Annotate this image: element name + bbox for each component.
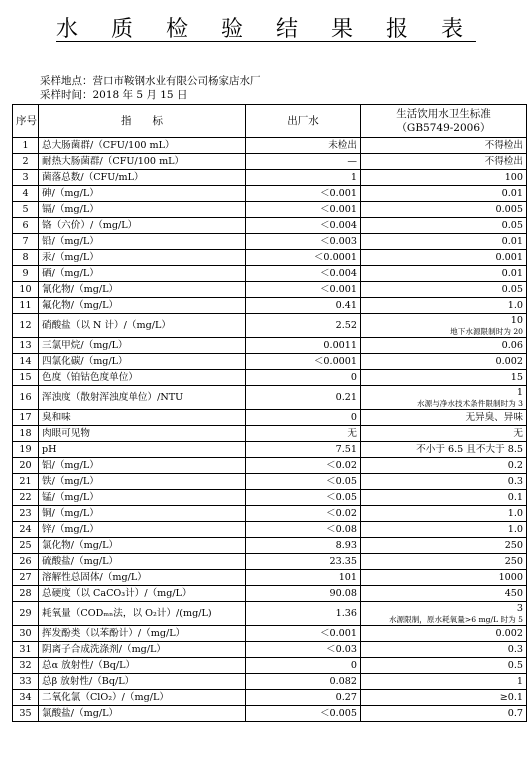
- row-indicator: 硫酸盐/（mg/L）: [39, 554, 246, 570]
- row-index: 20: [13, 458, 39, 474]
- row-standard-value: 0.01: [501, 187, 523, 199]
- table-row: [13, 218, 527, 234]
- row-standard: [361, 490, 527, 506]
- row-indicator: 色度（铂钴色度单位）: [39, 370, 246, 386]
- row-standard: [361, 266, 527, 282]
- row-indicator: 菌落总数/（CFU/mL）: [39, 170, 246, 186]
- header-standard-line1: 生活饮用水卫生标准: [396, 108, 491, 120]
- row-indicator: 铜/（mg/L）: [39, 506, 246, 522]
- row-index: 21: [13, 474, 39, 490]
- row-output-value: 0.0011: [246, 338, 361, 354]
- table-row: [13, 490, 527, 506]
- row-indicator: 挥发酚类（以苯酚计）/（mg/L）: [39, 626, 246, 642]
- row-indicator: 氰化物/（mg/L）: [39, 282, 246, 298]
- row-output-value: ＜0.001: [246, 626, 361, 642]
- row-standard: [361, 338, 527, 354]
- row-output-value: ＜0.05: [246, 490, 361, 506]
- row-standard: [361, 586, 527, 602]
- row-standard-value: 250: [504, 539, 523, 551]
- table-row: [13, 282, 527, 298]
- row-indicator: 总大肠菌群/（CFU/100 mL）: [39, 138, 246, 154]
- table-row: [13, 138, 527, 154]
- row-index: 1: [13, 138, 39, 154]
- table-row: [13, 538, 527, 554]
- row-standard: [361, 282, 527, 298]
- table-row: [13, 642, 527, 658]
- row-standard: [361, 218, 527, 234]
- row-standard-note: 水源与净水技术条件限制时为 3: [417, 399, 523, 408]
- row-index: 24: [13, 522, 39, 538]
- row-indicator: 硒/（mg/L）: [39, 266, 246, 282]
- row-indicator: 铬（六价）/（mg/L）: [39, 218, 246, 234]
- table-row: [13, 458, 527, 474]
- row-standard: [361, 138, 527, 154]
- row-index: 27: [13, 570, 39, 586]
- row-standard: [361, 554, 527, 570]
- row-indicator: 氯化物/（mg/L）: [39, 538, 246, 554]
- row-standard-value: 0.05: [501, 219, 523, 231]
- row-standard-value: 0.005: [495, 203, 523, 215]
- row-output-value: ＜0.004: [246, 266, 361, 282]
- row-indicator: 铅/（mg/L）: [39, 234, 246, 250]
- row-output-value: 2.52: [246, 314, 361, 338]
- table-row: [13, 586, 527, 602]
- row-index: 10: [13, 282, 39, 298]
- row-standard-value: 0.06: [501, 339, 523, 351]
- table-row: [13, 602, 527, 626]
- row-standard-value: 0.002: [495, 627, 523, 639]
- row-output-value: ＜0.001: [246, 186, 361, 202]
- row-index: 7: [13, 234, 39, 250]
- row-output-value: ＜0.02: [246, 458, 361, 474]
- row-standard: [361, 674, 527, 690]
- row-index: 31: [13, 642, 39, 658]
- row-index: 35: [13, 706, 39, 722]
- row-output-value: ＜0.08: [246, 522, 361, 538]
- table-row: [13, 570, 527, 586]
- row-index: 5: [13, 202, 39, 218]
- row-index: 33: [13, 674, 39, 690]
- table-row: [13, 354, 527, 370]
- sampling-time: 采样时间：2018 年 5 月 15 日: [40, 89, 188, 101]
- row-standard: [361, 154, 527, 170]
- row-standard: [361, 642, 527, 658]
- row-output-value: ＜0.005: [246, 706, 361, 722]
- table-row: [13, 410, 527, 426]
- row-index: 9: [13, 266, 39, 282]
- row-indicator: 肉眼可见物: [39, 426, 246, 442]
- row-index: 18: [13, 426, 39, 442]
- row-standard-value: 无: [513, 427, 523, 439]
- row-indicator: 耗氧量（CODₘₙ法，以 O₂计）/(mg/L): [39, 602, 246, 626]
- row-standard-value: 0.01: [501, 235, 523, 247]
- row-indicator: pH: [39, 442, 246, 458]
- row-index: 13: [13, 338, 39, 354]
- row-standard-value: 450: [504, 587, 523, 599]
- row-standard-value: 0.05: [501, 283, 523, 295]
- row-output-value: ＜0.001: [246, 282, 361, 298]
- row-indicator: 总硬度（以 CaCO₃计）/（mg/L）: [39, 586, 246, 602]
- row-index: 32: [13, 658, 39, 674]
- row-index: 12: [13, 314, 39, 338]
- row-output-value: 1.36: [246, 602, 361, 626]
- table-row: [13, 522, 527, 538]
- row-output-value: ＜0.0001: [246, 250, 361, 266]
- row-index: 3: [13, 170, 39, 186]
- row-index: 11: [13, 298, 39, 314]
- row-indicator: 浑浊度（散射浑浊度单位）/NTU: [39, 386, 246, 410]
- row-standard: [361, 474, 527, 490]
- row-output-value: ＜0.05: [246, 474, 361, 490]
- report-title: 水 质 检 验 结 果 报 表: [56, 17, 476, 42]
- row-indicator: 硝酸盐（以 N 计）/（mg/L）: [39, 314, 246, 338]
- row-output-value: ＜0.0001: [246, 354, 361, 370]
- row-output-value: 无: [246, 426, 361, 442]
- row-output-value: ＜0.001: [246, 202, 361, 218]
- row-index: 4: [13, 186, 39, 202]
- row-standard-value: 1000: [498, 571, 523, 583]
- row-standard-value: 0.002: [495, 355, 523, 367]
- row-standard-value: 1.0: [507, 507, 523, 519]
- row-standard-value: 250: [504, 555, 523, 567]
- row-output-value: 0: [246, 658, 361, 674]
- row-indicator: 四氯化碳/（mg/L）: [39, 354, 246, 370]
- row-index: 6: [13, 218, 39, 234]
- row-indicator: 三氯甲烷/（mg/L）: [39, 338, 246, 354]
- row-output-value: 90.08: [246, 586, 361, 602]
- row-standard-value: 不得检出: [484, 155, 523, 167]
- row-standard-value: 0.7: [507, 707, 523, 719]
- sampling-location: 采样地点：营口市鞍钢水业有限公司杨家店水厂: [40, 75, 261, 87]
- table-row: [13, 266, 527, 282]
- table-row: [13, 554, 527, 570]
- row-indicator: 氯酸盐/（mg/L）: [39, 706, 246, 722]
- row-output-value: 0.21: [246, 386, 361, 410]
- row-output-value: 0.082: [246, 674, 361, 690]
- row-standard-value: 1.0: [507, 299, 523, 311]
- header-standard-line2: （GB5749-2006）: [396, 122, 491, 134]
- row-standard: [361, 354, 527, 370]
- row-standard-value: 1: [516, 387, 523, 398]
- row-standard-value: 不得检出: [484, 139, 523, 151]
- row-index: 17: [13, 410, 39, 426]
- row-standard: [361, 626, 527, 642]
- table-row: [13, 202, 527, 218]
- row-indicator: 铁/（mg/L）: [39, 474, 246, 490]
- row-indicator: 耐热大肠菌群/（CFU/100 mL）: [39, 154, 246, 170]
- row-output-value: 23.35: [246, 554, 361, 570]
- row-standard-note: 地下水源限制时为 20: [450, 327, 523, 336]
- row-index: 23: [13, 506, 39, 522]
- row-standard-value: 0.5: [507, 659, 523, 671]
- row-output-value: 0.41: [246, 298, 361, 314]
- row-indicator: 氟化物/（mg/L）: [39, 298, 246, 314]
- row-standard-value: 0.01: [501, 267, 523, 279]
- row-index: 26: [13, 554, 39, 570]
- row-standard: [361, 370, 527, 386]
- row-indicator: 阴离子合成洗涤剂/（mg/L）: [39, 642, 246, 658]
- row-index: 22: [13, 490, 39, 506]
- row-index: 16: [13, 386, 39, 410]
- table-row: [13, 690, 527, 706]
- row-indicator: 溶解性总固体/（mg/L）: [39, 570, 246, 586]
- header-index: 序号: [13, 105, 39, 138]
- row-output-value: ＜0.02: [246, 506, 361, 522]
- row-standard-value: 0.001: [495, 251, 523, 263]
- row-standard: [361, 458, 527, 474]
- row-standard: [361, 250, 527, 266]
- row-indicator: 砷/（mg/L）: [39, 186, 246, 202]
- row-index: 30: [13, 626, 39, 642]
- table-row: [13, 314, 527, 338]
- row-output-value: 1: [246, 170, 361, 186]
- row-standard-value: 0.1: [507, 491, 523, 503]
- row-indicator: 铝/（mg/L）: [39, 458, 246, 474]
- row-standard: [361, 170, 527, 186]
- table-row: [13, 234, 527, 250]
- header-indicator: 指 标: [39, 105, 246, 138]
- row-standard-value: 不小于 6.5 且不大于 8.5: [416, 443, 523, 455]
- row-standard: [361, 202, 527, 218]
- row-standard: [361, 658, 527, 674]
- table-row: [13, 442, 527, 458]
- table-body: [13, 138, 527, 722]
- row-standard-value: 15: [510, 371, 523, 383]
- row-index: 15: [13, 370, 39, 386]
- row-standard-value: 3: [516, 603, 523, 614]
- table-row: [13, 674, 527, 690]
- results-table: [12, 104, 527, 722]
- row-indicator: 臭和味: [39, 410, 246, 426]
- row-standard-value: 100: [504, 171, 523, 183]
- row-output-value: ＜0.03: [246, 642, 361, 658]
- table-row: [13, 338, 527, 354]
- row-standard-value: 1: [516, 675, 523, 687]
- row-output-value: 0.27: [246, 690, 361, 706]
- row-standard: [361, 234, 527, 250]
- table-row: [13, 658, 527, 674]
- table-row: [13, 706, 527, 722]
- row-indicator: 镉/（mg/L）: [39, 202, 246, 218]
- header-output: 出厂水: [246, 105, 361, 138]
- table-row: [13, 298, 527, 314]
- row-index: 29: [13, 602, 39, 626]
- row-indicator: 总α 放射性/（Bq/L）: [39, 658, 246, 674]
- row-indicator: 锌/（mg/L）: [39, 522, 246, 538]
- row-output-value: 8.93: [246, 538, 361, 554]
- row-standard-value: 10: [510, 315, 523, 326]
- row-standard-value: 1.0: [507, 523, 523, 535]
- row-standard-value: 无异臭、异味: [465, 411, 523, 423]
- header-standard: [361, 105, 527, 138]
- row-standard: [361, 522, 527, 538]
- row-standard: [361, 298, 527, 314]
- row-standard: [361, 602, 527, 626]
- row-standard-value: 0.3: [507, 475, 523, 487]
- table-row: [13, 170, 527, 186]
- row-output-value: ＜0.003: [246, 234, 361, 250]
- row-standard-value: 0.2: [507, 459, 523, 471]
- row-index: 19: [13, 442, 39, 458]
- row-standard: [361, 426, 527, 442]
- row-standard: [361, 690, 527, 706]
- row-output-value: —: [246, 154, 361, 170]
- row-output-value: 未检出: [246, 138, 361, 154]
- row-standard: [361, 538, 527, 554]
- row-standard-value: ≥0.1: [499, 691, 523, 703]
- row-index: 25: [13, 538, 39, 554]
- row-indicator: 锰/（mg/L）: [39, 490, 246, 506]
- row-output-value: 0: [246, 410, 361, 426]
- row-standard-note: 水源限制，原水耗氧量>6 mg/L 时为 5: [388, 615, 523, 624]
- table-row: [13, 154, 527, 170]
- row-standard-value: 0.3: [507, 643, 523, 655]
- table-row: [13, 250, 527, 266]
- row-standard: [361, 410, 527, 426]
- row-output-value: 0: [246, 370, 361, 386]
- row-index: 34: [13, 690, 39, 706]
- table-row: [13, 474, 527, 490]
- table-row: [13, 370, 527, 386]
- row-indicator: 总β 放射性/（Bq/L）: [39, 674, 246, 690]
- row-output-value: 7.51: [246, 442, 361, 458]
- table-header-row: [13, 105, 527, 138]
- row-indicator: 二氧化氯（ClO₂）/（mg/L）: [39, 690, 246, 706]
- row-output-value: 101: [246, 570, 361, 586]
- row-index: 14: [13, 354, 39, 370]
- row-index: 28: [13, 586, 39, 602]
- row-index: 2: [13, 154, 39, 170]
- row-standard: [361, 706, 527, 722]
- row-standard: [361, 506, 527, 522]
- row-standard: [361, 386, 527, 410]
- table-row: [13, 426, 527, 442]
- row-index: 8: [13, 250, 39, 266]
- row-standard: [361, 442, 527, 458]
- table-row: [13, 626, 527, 642]
- row-standard: [361, 570, 527, 586]
- table-row: [13, 186, 527, 202]
- table-row: [13, 506, 527, 522]
- row-standard: [361, 314, 527, 338]
- row-standard: [361, 186, 527, 202]
- row-output-value: ＜0.004: [246, 218, 361, 234]
- table-row: [13, 386, 527, 410]
- row-indicator: 汞/（mg/L）: [39, 250, 246, 266]
